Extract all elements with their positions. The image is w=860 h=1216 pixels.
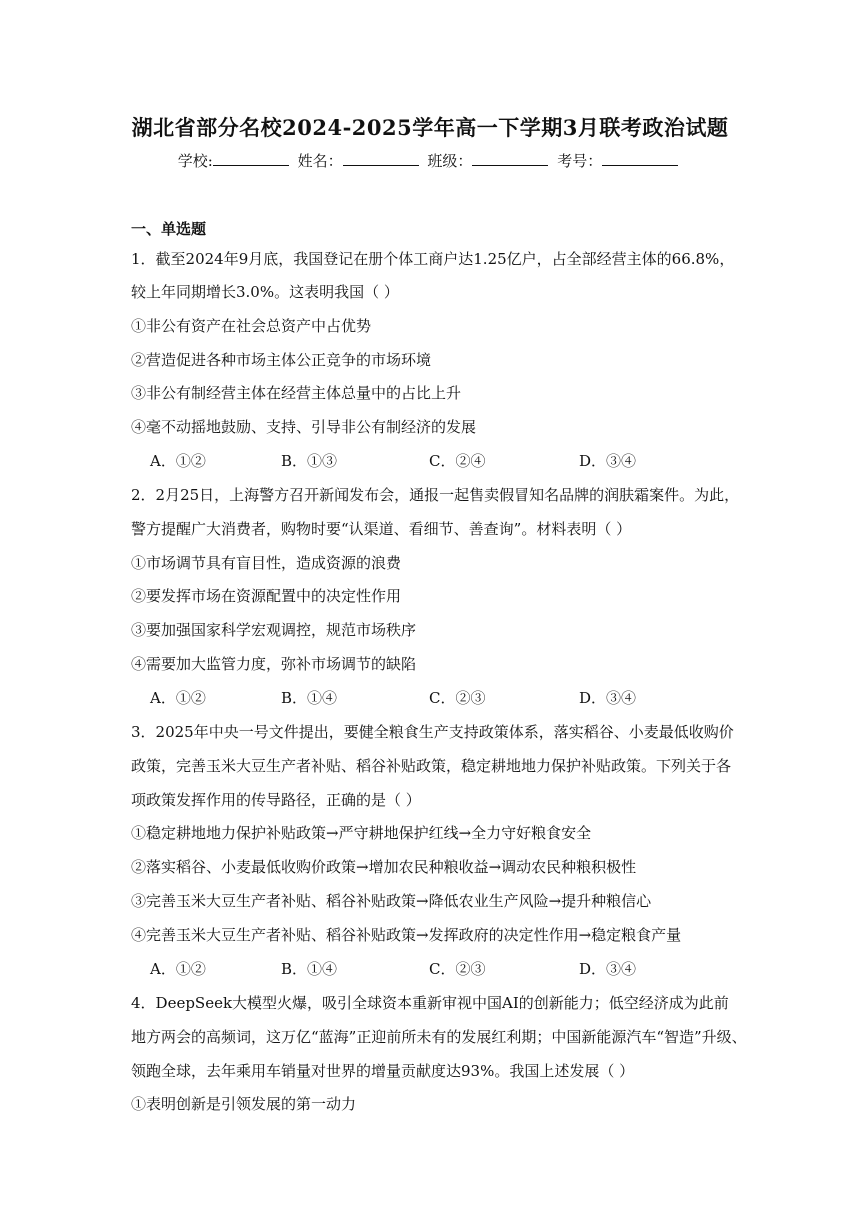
question-1-option-b[interactable]: B．①③ <box>281 452 338 470</box>
name-label: 姓名： <box>297 152 343 170</box>
school-blank[interactable] <box>213 151 289 166</box>
question-2-options <box>150 687 770 707</box>
question-3-line-1: 3．2025年中央一号文件提出，要健全粮食生产支持政策体系，落实稻谷、小麦最低收购价 <box>131 723 734 741</box>
question-3-statement-3: ③完善玉米大豆生产者补贴、稻谷补贴政策→降低农业生产风险→提升种粮信心 <box>131 892 652 910</box>
question-1-line-2: 较上年同期增长3.0%。这表明我国（ ） <box>131 283 399 301</box>
id-label: 考号： <box>557 152 603 170</box>
question-4-statement-1: ①表明创新是引领发展的第一动力 <box>131 1095 357 1113</box>
question-1-statement-1: ①非公有资产在社会总资产中占优势 <box>131 317 372 335</box>
question-1-option-d[interactable]: D．③④ <box>579 452 637 470</box>
id-blank[interactable] <box>602 151 678 166</box>
question-2-statement-1: ①市场调节具有盲目性，造成资源的浪费 <box>131 554 402 572</box>
question-3-option-c[interactable]: C．②③ <box>429 960 486 978</box>
class-label: 班级： <box>427 152 473 170</box>
class-blank[interactable] <box>472 151 548 166</box>
question-2-statement-3: ③要加强国家科学宏观调控，规范市场秩序 <box>131 621 417 639</box>
student-info-row <box>0 150 860 171</box>
question-1-option-a[interactable]: A．①② <box>150 452 206 470</box>
page-title: 湖北省部分名校2024-2025学年高一下学期3月联考政治试题 <box>131 115 729 140</box>
question-1-options <box>150 450 770 470</box>
question-3-statement-2: ②落实稻谷、小麦最低收购价政策→增加农民种粮收益→调动农民种粮积极性 <box>131 858 637 876</box>
question-2-statement-4: ④需要加大监管力度，弥补市场调节的缺陷 <box>131 655 417 673</box>
question-2-option-c[interactable]: C．②③ <box>429 689 486 707</box>
question-1-statement-2: ②营造促进各种市场主体公正竞争的市场环境 <box>131 351 432 369</box>
question-2-statement-2: ②要发挥市场在资源配置中的决定性作用 <box>131 587 402 605</box>
question-1-option-c[interactable]: C．②④ <box>429 452 486 470</box>
question-2-option-a[interactable]: A．①② <box>150 689 206 707</box>
question-3-options <box>150 958 770 978</box>
question-1-statement-3: ③非公有制经营主体在经营主体总量中的占比上升 <box>131 384 462 402</box>
question-1-statement-4: ④毫不动摇地鼓励、支持、引导非公有制经济的发展 <box>131 418 477 436</box>
question-4-line-3: 领跑全球，去年乘用车销量对世界的增量贡献度达93%。我国上述发展（ ） <box>131 1062 635 1080</box>
question-3-statement-1: ①稳定耕地地力保护补贴政策→严守耕地保护红线→全力守好粮食安全 <box>131 824 592 842</box>
question-3-statement-4: ④完善玉米大豆生产者补贴、稻谷补贴政策→发挥政府的决定性作用→稳定粮食产量 <box>131 926 682 944</box>
question-3-option-d[interactable]: D．③④ <box>579 960 637 978</box>
question-3-line-3: 项政策发挥作用的传导路径，正确的是（ ） <box>131 791 421 809</box>
question-2-line-1: 2．2月25日，上海警方召开新闻发布会，通报一起售卖假冒知名品牌的润肤霜案件。为此， <box>131 486 740 504</box>
question-2-line-2: 警方提醒广大消费者，购物时要“认渠道、看细节、善查询”。材料表明（ ） <box>131 520 632 538</box>
question-3-option-a[interactable]: A．①② <box>150 960 206 978</box>
question-4-line-1: 4．DeepSeek大模型火爆，吸引全球资本重新审视中国AI的创新能力；低空经济成为此前 <box>131 994 729 1012</box>
name-blank[interactable] <box>343 151 419 166</box>
question-4-line-2: 地方两会的高频词，这万亿“蓝海”正迎前所未有的发展红利期；中国新能源汽车“智造”升级、 <box>131 1028 747 1046</box>
question-3-line-2: 政策，完善玉米大豆生产者补贴、稻谷补贴政策，稳定耕地地力保护补贴政策。下列关于各 <box>131 757 732 775</box>
question-1-line-1: 1．截至2024年9月底，我国登记在册个体工商户达1.25亿户，占全部经营主体的66.8%， <box>131 250 735 268</box>
question-2-option-d[interactable]: D．③④ <box>579 689 637 707</box>
question-2-option-b[interactable]: B．①④ <box>281 689 338 707</box>
section-heading: 一、单选题 <box>131 220 207 238</box>
school-label: 学校: <box>177 152 213 170</box>
question-3-option-b[interactable]: B．①④ <box>281 960 338 978</box>
